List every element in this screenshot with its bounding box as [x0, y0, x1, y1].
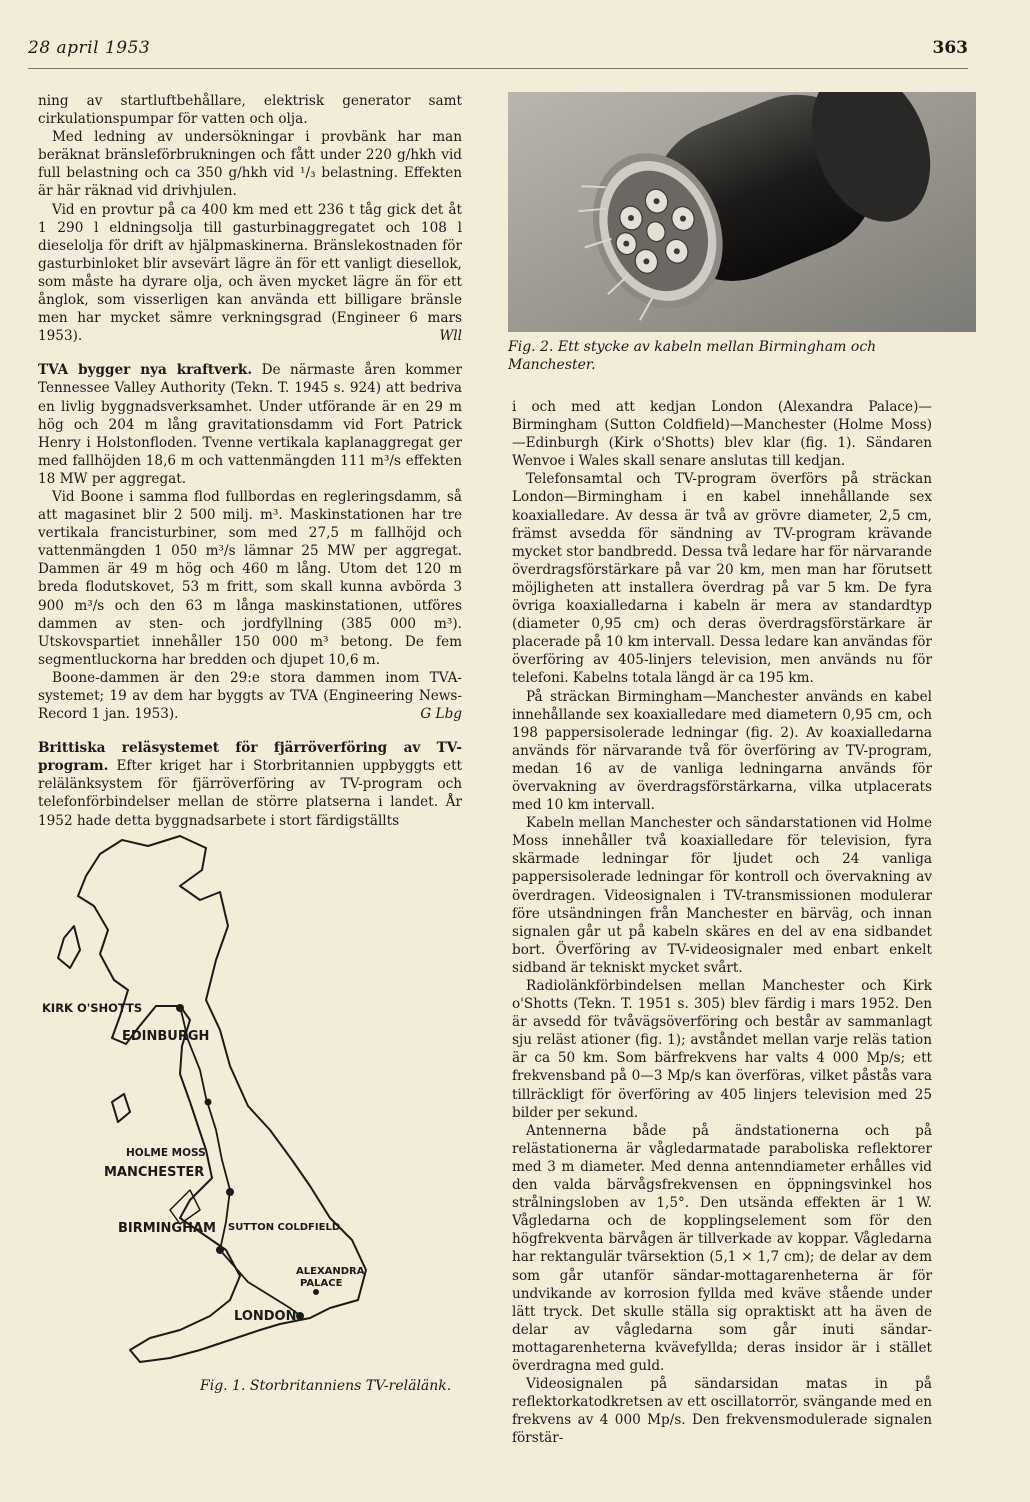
- left-column: [38, 92, 462, 830]
- cable-photo: [508, 92, 976, 332]
- paragraph: Radiolänkförbindelsen mellan Manchester och Kirk o'Shotts (Tekn. T. 1951 s. 305) blev färdig i mars 1952. Den är avsedd för tvåvägsöverföring och består av sammanlagt sju reläst ationer (fig. 1); avståndet mellan varje reläs tation är ca 50 km. Som bärfrekvens har valts 4 000 Mp/s; ett frekvensband på 0—3 Mp/s kan överföras, vilket påstås vara tillräckligt för överföring av 405 linjers television med 25 bilder per sekund.: [512, 978, 932, 1121]
- section-heading: Brittiska reläsystemet för fjärröverföring av TV-program.: [38, 740, 462, 775]
- map-label-birmingham: BIRMINGHAM: [118, 1221, 216, 1236]
- paragraph: Telefonsamtal och TV-program överförs på sträckan London—Birmingham i en kabel innehållande sex koaxialledare. Av dessa är två av grövre diameter, 2,5 cm, främst avsedda för sändning av TV-program krävande mycket stor bandbredd. Dessa två ledare har för närvarande överdragsförstärkare på var 20 km, men man har förutsett möjligheten att installera överdrag på var 5 km. De fyra övriga koaxialledarna i kabeln är mera av standardtyp (diameter 0,95 cm) och deras överdragsförstärkare är placerade på 10 km intervall. Dessa ledare kan användas för överföring av 405-linjers television, men används nu för telefoni. Kabelns totala längd är ca 195 km.: [512, 471, 932, 687]
- uk-relay-map: [30, 830, 470, 1390]
- cable-illustration: [508, 92, 976, 332]
- map-label-manchester: MANCHESTER: [104, 1165, 205, 1180]
- paragraph: Antennerna både på ändstationerna och på relästationerna är vågledarmatade paraboliska reflektorer med 3 m diameter. Med denna antenndiameter erhålles vid den valda bärvågsfrekvensen en öppningsvinkel hos strålningsloben av 1,5°. Den utsända effekten är 1 W. Vågledarna och de kopplingselement som för den högfrekventa bärvågen är tillverkade av koppar. Vågledarna har rektangulär tvärsektion (5,1 × 1,7 cm); de delar av dem som går utanför sändar-mottagarenheterna är för undvikande av korrosion fyllda med kväve stående under lätt tryck. Det skulle ställa sig opraktiskt att ha även de delar av vågledarna som går inuti sändar-mottagarenheterna kvävefyllda; deras insidor är i stället överdragna med guld.: [512, 1122, 932, 1374]
- section-heading: TVA bygger nya kraftverk.: [38, 362, 253, 379]
- page-number: 363: [932, 38, 968, 58]
- fig2-caption: Fig. 2. Ett stycke av kabeln mellan Birmingham och Manchester.: [508, 339, 877, 373]
- signature: Wll: [439, 328, 462, 345]
- signature: G Lbg: [420, 706, 462, 723]
- map-label-london: LONDON: [234, 1309, 297, 1324]
- paragraph-text: Boone-dammen är den 29:e stora dammen inom TVA-systemet; 19 av dem har byggts av TVA (Engineering News-Record 1 jan. 1953).: [38, 669, 462, 723]
- paragraph-text: Efter kriget har i Storbritannien uppbyggts ett relälänksystem för fjärröverföring av TV-program och telefonförbindelser mellan de större platserna i landet. År 1952 hade detta byggnadsarbete i stort färdigställts: [38, 758, 463, 829]
- paragraph: Kabeln mellan Manchester och sändarstationen vid Holme Moss innehåller två koaxialledare för television, fyra skärmade ledningar för ljudet och 24 vanliga pappersisolerade ledningar för kontroll och övervakning av överdragen. Videosignalen i TV-transmissionen modulerar före utsändningen från Manchester en bärväg, och innan signalen går ut på kabeln skäres en del av ena sidbandet bort. Överföring av TV-videosignaler med enbart enkelt sidband är tekniskt mycket svårt.: [512, 815, 932, 976]
- paragraph: [38, 201, 462, 346]
- paragraph: i och med att kedjan London (Alexandra Palace)—Birmingham (Sutton Coldfield)—Manchester (Holme Moss) —Edinburgh (Kirk o'Shotts) blev klar (fig. 1). Sändaren Wenvoe i Wales skall senare anslutas till kedjan.: [512, 399, 932, 470]
- paragraph-text: De närmaste åren kommer Tennessee Valley Authority (Tekn. T. 1945 s. 924) att bedriva en livlig byggnadsverksamhet. Under utförande är en 29 m hög och 204 m lång gravitationsdamm vid Fort Patrick Henry i Holstonfloden. Tvenne vertikala kaplanaggregat ger med fallhöjden 18,6 m och vattenmängden 111 m³/s effekten 18 MW per aggregat.: [38, 362, 462, 487]
- header-rule: [28, 68, 968, 69]
- right-column: [512, 398, 932, 1447]
- paragraph: På sträckan Birmingham—Manchester används en kabel innehållande sex koaxialledare med diametern 0,95 cm, och 198 pappersisolerade ledningar (fig. 2). Av koaxialledarna används för närvarande två för överföring av TV-program, medan 16 av de vanliga ledningarna används för övervakning av överdragsförstärkarna, vilka utplacerats med 10 km intervall.: [512, 688, 932, 814]
- header-date: 28 april 1953: [28, 38, 151, 58]
- relay-route: [180, 1006, 298, 1314]
- paragraph: [38, 739, 462, 829]
- map-label-palace: PALACE: [300, 1278, 343, 1289]
- paragraph: [38, 669, 462, 723]
- fig1-caption: Fig. 1. Storbritanniens TV-relälänk.: [200, 1378, 452, 1394]
- paragraph: Med ledning av undersökningar i provbänk har man beräknat bränsleförbrukningen och fått under 220 g/hkh vid full belastning och ca 350 g/hkh vid ¹/₃ belastning. Effekten är här räknad vid drivhjulen.: [38, 129, 462, 200]
- paragraph: ning av startluftbehållare, elektrisk generator samt cirkulationspumpar för vatten och olja.: [38, 93, 462, 128]
- map-label-alexandra: ALEXANDRA: [296, 1266, 365, 1277]
- map-label-kirk: KIRK O'SHOTTS: [42, 1001, 143, 1015]
- paragraph-text: Vid en provtur på ca 400 km med ett 236 t tåg gick det åt 1 290 l eldningsolja till gasturbinaggregatet och 108 l dieselolja för drift av hjälpmaskinerna. Bränslekostnaden för gasturbinloket blir avsevärt lägre än för ett vanligt diesellok, som måste ha dyrare olja, och även mycket lägre än för ett ånglok, som visserligen kan använda ett billigare bränsle men har mycket sämre verkningsgrad (Engineer 6 mars 1953).: [38, 201, 462, 345]
- map-label-edinburgh: EDINBURGH: [122, 1029, 210, 1044]
- paragraph: Videosignalen på sändarsidan matas in på reflektorkatodkretsen av ett oscillatorrör, svängande med en frekvens av 4 000 Mp/s. Den frekvensmodulerade signalen förstär-: [512, 1376, 932, 1447]
- paragraph: Vid Boone i samma flod fullbordas en regleringsdamm, så att magasinet blir 2 500 milj. m³. Maskinstationen har tre vertikala francisturbiner, som med 27,5 m fallhöjd och vattenmängden 1 050 m³/s lämnar 25 MW per aggregat. Dammen är 49 m hög och 460 m lång. Utom det 120 m breda flodutskovet, 53 m fritt, som skall kunna avbörda 3 900 m³/s och den 63 m långa maskinstationen, utföres dammen av sten- och jordfyllning (385 000 m³). Utskovspartiet innehåller 150 000 m³ betong. De fem segmentluckorna har bredden och djupet 10,6 m.: [38, 488, 462, 668]
- map-label-sutton: SUTTON COLDFIELD: [228, 1222, 341, 1233]
- paragraph: [38, 361, 462, 488]
- map-label-holme: HOLME MOSS: [126, 1147, 206, 1159]
